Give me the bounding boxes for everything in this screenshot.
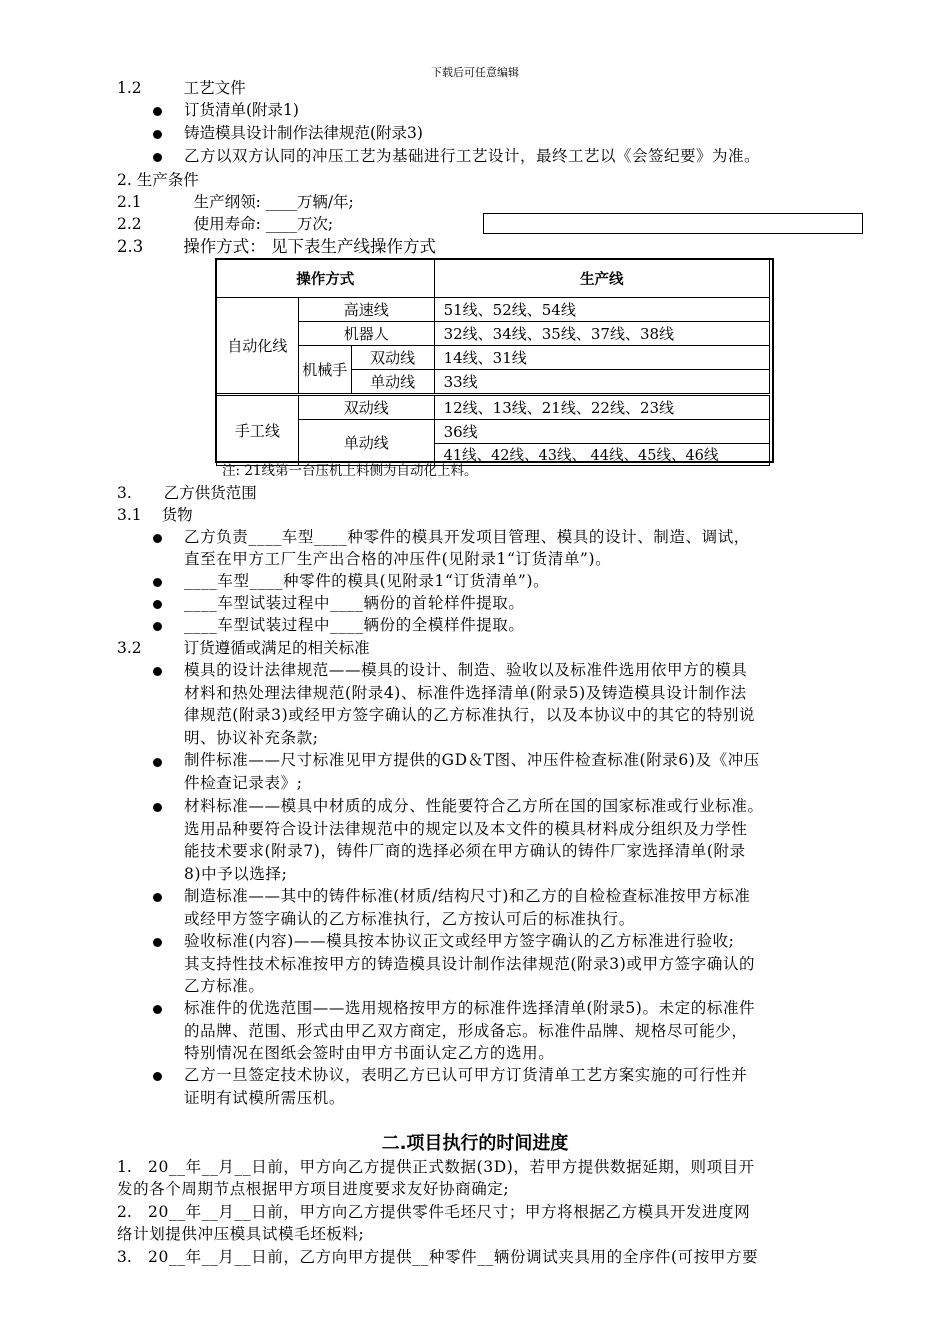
section-number: 2.1 xyxy=(117,193,142,211)
text-line: 材料标准——模具中材质的成分、性能要符合乙方所在国的国家标准或行业标准。 xyxy=(184,797,764,815)
list-item: ____车型____种零件的模具(见附录1“订货清单”)。 xyxy=(184,572,550,590)
table-cell: 12线、13线、21线、22线、23线 xyxy=(434,395,769,420)
section-2-title: 二.项目执行的时间进度 xyxy=(381,1133,569,1154)
blank-field: ____ xyxy=(265,215,297,233)
section-number: 3.2 xyxy=(117,639,142,657)
text-line: 的品牌、范围、形式由甲乙双方商定，形成备忘。标准件品牌、规格尽可能少， xyxy=(184,1021,748,1040)
table-cell: 机械手 xyxy=(298,346,351,395)
text-line: 验收标准(内容)——模具按本协议正文或经甲方签字确认的乙方标准进行验收; xyxy=(184,932,735,950)
standards-item-standard-parts xyxy=(184,997,755,1065)
list-item: ____车型试装过程中____辆份的全模样件提取。 xyxy=(184,616,525,634)
blank-field: ____ xyxy=(265,193,297,211)
bullet-icon xyxy=(153,534,162,543)
table-row xyxy=(217,346,770,370)
standards-item-design xyxy=(184,659,755,749)
text-line: 选用品种要符合设计法律规范中的规定以及本文件的模具材料成分组织及力学性 xyxy=(184,819,748,838)
bullet-icon xyxy=(153,667,162,676)
service-life-line xyxy=(117,213,333,235)
table-cell: 32线、34线、35线、37线、38线 xyxy=(434,322,769,346)
bullet-icon xyxy=(153,1072,162,1081)
section-2-heading xyxy=(117,169,199,191)
section-number: 1.2 xyxy=(117,79,142,97)
standards-item-acceptance xyxy=(184,930,755,998)
schedule-item-continuation xyxy=(117,1178,509,1201)
table-row xyxy=(217,395,770,420)
section-number: 3. xyxy=(117,484,132,502)
operation-mode-line xyxy=(117,236,436,258)
section-title: 订货遵循或满足的相关标准 xyxy=(183,639,370,657)
schedule-number: 1. xyxy=(117,1158,132,1176)
standards-item-manufacture xyxy=(184,885,751,930)
bullet-icon xyxy=(153,803,162,812)
table-cell: 14线、31线 xyxy=(434,346,769,370)
section-1-2-heading xyxy=(117,77,246,99)
field-suffix: 万次; xyxy=(296,215,334,233)
table-row xyxy=(217,420,770,444)
schedule-item xyxy=(148,1246,758,1269)
bullet-icon xyxy=(153,622,162,631)
section-3-2-heading xyxy=(117,637,370,659)
list-item: 订货清单(附录1) xyxy=(184,101,299,119)
standards-item-part xyxy=(184,749,760,794)
table-cell: 33线 xyxy=(434,370,769,395)
header-note: 下载后可任意编辑 xyxy=(431,66,519,79)
bullet-icon xyxy=(153,938,162,947)
table-header-line: 生产线 xyxy=(434,260,769,298)
field-label: 操作方式： xyxy=(183,237,266,256)
list-item: 乙方以双方认同的冲压工艺为基础进行工艺设计，最终工艺以《会签纪要》为准。 xyxy=(184,147,761,165)
table-cell: 双动线 xyxy=(298,395,434,420)
section-title: 生产条件 xyxy=(136,171,199,189)
text-line: 乙方一旦签定技术协议，表明乙方已认可甲方订货清单工艺方案实施的可行性并 xyxy=(184,1066,748,1084)
field-label: 使用寿命: xyxy=(193,215,261,233)
standards-item-agreement xyxy=(184,1064,748,1109)
text-line: 材料和热处理法律规范(附录4)、标准件选择清单(附录5)及铸造模具设计制作法 xyxy=(184,683,747,702)
text-line: 络计划提供冲压模具试模毛坯板料; xyxy=(117,1225,365,1243)
schedule-item xyxy=(148,1201,750,1224)
text-line: 律规范(附录3)或经甲方签字确认的乙方标准执行，以及本协议中的其它的特别说 xyxy=(184,706,756,724)
bullet-icon xyxy=(153,1005,162,1014)
table-cell-auto: 自动化线 xyxy=(217,298,299,395)
schedule-number: 3. xyxy=(117,1248,132,1266)
text-line: 证明有试模所需压机。 xyxy=(184,1088,346,1107)
field-suffix: 万辆/年; xyxy=(296,193,354,211)
text-line: 或经甲方签字确认的乙方标准执行，乙方按认可后的标准执行。 xyxy=(184,909,635,928)
text-line: 件检查记录表》; xyxy=(184,773,303,792)
bullet-icon xyxy=(153,893,162,902)
table-cell: 双动线 xyxy=(351,346,434,370)
field-label: 生产纲领: xyxy=(193,193,261,211)
section-number: 2.2 xyxy=(117,215,142,233)
list-item-continuation: 直至在甲方工厂生产出合格的冲压件(见附录1“订货清单”)。 xyxy=(184,550,612,568)
table-cell: 机器人 xyxy=(298,322,434,346)
table-cell-manual: 手工线 xyxy=(217,395,299,466)
text-line: 明、协议补充条款; xyxy=(184,728,319,747)
section-number: 3.1 xyxy=(117,506,142,524)
standards-item-material xyxy=(184,795,764,885)
table-row xyxy=(217,322,770,346)
text-line: 标准件的优选范围——选用规格按甲方的标准件选择清单(附录5)。未定的标准件 xyxy=(184,999,756,1017)
text-line: 其支持性技术标准按甲方的铸造模具设计制作法律规范(附录3)或甲方签字确认的 xyxy=(184,954,756,973)
text-line: 模具的设计法律规范——模具的设计、制造、验收以及标准件选用依甲方的模具 xyxy=(184,661,748,679)
section-title: 货物 xyxy=(161,506,193,524)
schedule-item xyxy=(148,1156,755,1179)
bullet-icon xyxy=(153,758,162,767)
text-line: 发的各个周期节点根据甲方项目进度要求友好协商确定; xyxy=(117,1180,510,1198)
text-line: 制造标准——其中的铸件标准(材质/结构尺寸)和乙方的自检检查标准按甲方标准 xyxy=(184,887,751,905)
list-item: ____车型试装过程中____辆份的首轮样件提取。 xyxy=(184,594,525,612)
text-input-box[interactable] xyxy=(483,213,863,234)
text-line: 特别情况在图纸会签时由甲方书面认定乙方的选用。 xyxy=(184,1044,555,1062)
schedule-item-continuation xyxy=(117,1223,364,1246)
table-row xyxy=(217,298,770,322)
bullet-icon xyxy=(153,600,162,609)
list-item: 乙方负责____车型____种零件的模具开发项目管理、模具的设计、制造、调试， xyxy=(184,528,750,546)
production-line-table xyxy=(216,259,770,466)
list-item: 铸造模具设计制作法律规范(附录3) xyxy=(184,124,423,142)
section-3-1-heading xyxy=(117,504,193,526)
section-title: 乙方供货范围 xyxy=(163,484,257,502)
table-cell: 高速线 xyxy=(298,298,434,322)
text-line: 8)中予以选择; xyxy=(184,864,288,883)
production-volume-line xyxy=(117,191,354,213)
table-cell: 41线、42线、43线、 44线、45线、46线 xyxy=(434,444,769,466)
section-number: 2.3 xyxy=(117,237,144,256)
text-line: 制件标准——尺寸标准见甲方提供的GD＆T图、冲压件检查标准(附录6)及《冲压 xyxy=(184,751,760,769)
table-header-row xyxy=(217,260,770,298)
text-line: 20__年__月__日前，甲方向乙方提供零件毛坯尺寸；甲方将根据乙方模具开发进度网 xyxy=(148,1203,751,1221)
section-title: 工艺文件 xyxy=(183,79,246,97)
table-cell: 36线 xyxy=(434,420,769,444)
text-line: 20__年__月__日前，乙方向甲方提供__种零件__辆份调试夹具用的全序件(可按甲方要 xyxy=(148,1248,759,1266)
bullet-icon xyxy=(153,153,162,162)
bullet-icon xyxy=(153,107,162,116)
bullet-icon xyxy=(153,578,162,587)
bullet-icon xyxy=(153,130,162,139)
text-line: 能技术要求(附录7)，铸件厂商的选择必须在甲方确认的铸件厂家选择清单(附录 xyxy=(184,842,746,860)
table-cell: 单动线 xyxy=(351,370,434,395)
field-text: 见下表生产线操作方式 xyxy=(271,237,436,256)
text-line: 乙方标准。 xyxy=(184,977,265,995)
table-note: 注: 21线第一台压机上料侧为自动化上料。 xyxy=(222,463,478,479)
text-line: 20__年__月__日前，甲方向乙方提供正式数据(3D)，若甲方提供数据延期，则项目开 xyxy=(148,1158,755,1176)
table-cell: 单动线 xyxy=(298,420,434,466)
table-cell: 51线、52线、54线 xyxy=(434,298,769,322)
table-header-mode: 操作方式 xyxy=(217,260,435,298)
section-3-heading xyxy=(117,482,257,504)
section-number: 2. xyxy=(117,171,132,189)
schedule-number: 2. xyxy=(117,1203,132,1221)
